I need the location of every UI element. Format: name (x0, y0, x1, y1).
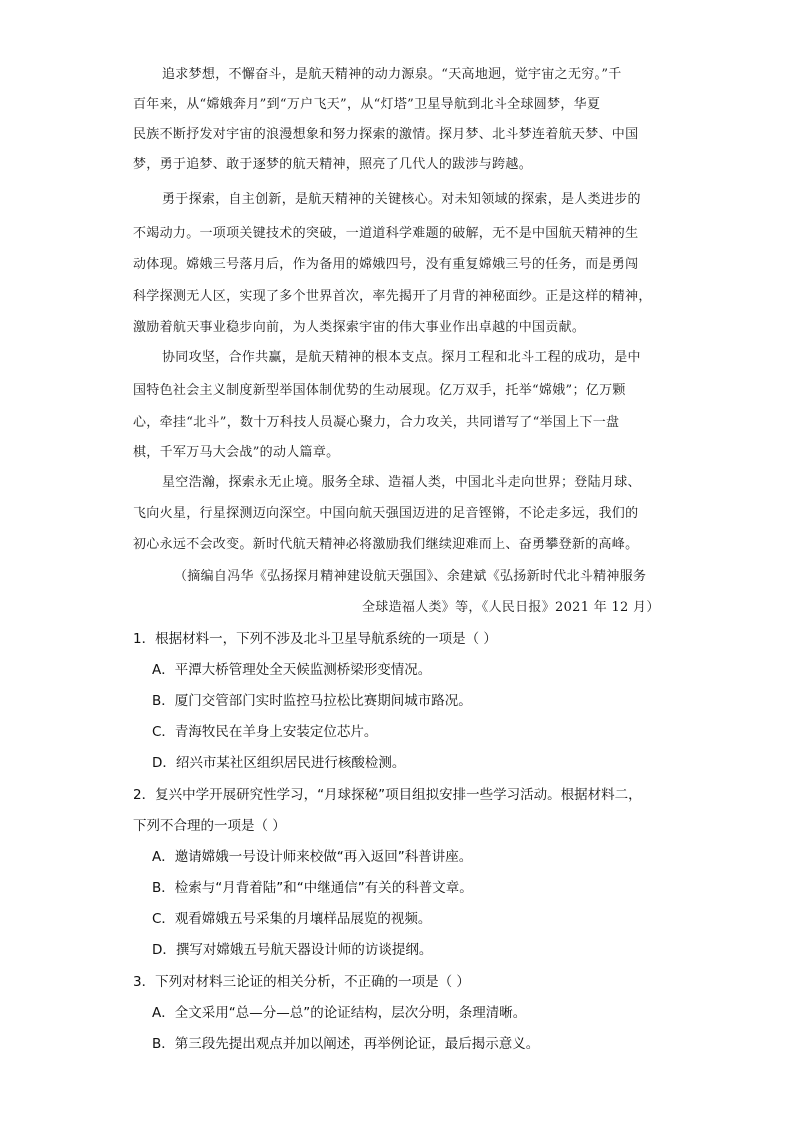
option-d[interactable]: D．绍兴市某社区组织居民进行核酸检测。 (152, 755, 406, 771)
option-d[interactable]: D．撰写对嫦娥五号航天器设计师的访谈提纲。 (152, 942, 433, 958)
passage-line: 飞向火星，行星探测迈向深空。中国向航天强国迈进的足音铿锵，不论走多远，我们的 (133, 506, 639, 521)
passage-line: 协同攻坚，合作共赢，是航天精神的根本支点。探月工程和北斗工程的成功，是中 (162, 350, 641, 365)
question-stem: 下列不合理的一项是（ ） (133, 818, 286, 834)
option-c[interactable]: C．观看嫦娥五号采集的月壤样品展览的视频。 (152, 911, 432, 927)
source-citation: 全球造福人类》等，《人民日报》2021 年 12 月） (362, 600, 660, 615)
source-citation: （摘编自冯华《弘扬探月精神建设航天强国》、余建斌《弘扬新时代北斗精神服务 (174, 569, 647, 584)
passage-line: 不竭动力。一项项关键技术的突破，一道道科学难题的破解，无不是中国航天精神的生 (133, 226, 639, 241)
passage-line: 动体现。嫦娥三号落月后，作为备用的嫦娥四号，没有重复嫦娥三号的任务，而是勇闯 (133, 257, 639, 272)
passage-line: 追求梦想，不懈奋斗，是航天精神的动力源泉。“天高地迥，觉宇宙之无穷。”千 (162, 67, 622, 82)
passage-line: 激励着航天事业稳步向前，为人类探索宇宙的伟大事业作出卓越的中国贡献。 (133, 320, 586, 335)
option-b[interactable]: B．检索与“月背着陆”和“中继通信”有关的科普文章。 (152, 880, 473, 896)
option-c[interactable]: C．青海牧民在羊身上安装定位芯片。 (152, 724, 378, 740)
option-b[interactable]: B．第三段先提出观点并加以阐述，再举例论证，最后揭示意义。 (152, 1036, 540, 1052)
passage-line: 科学探测无人区，实现了多个世界首次，率先揭开了月背的神秘面纱。正是这样的精神， (133, 289, 652, 304)
passage-line: 星空浩瀚，探索永无止境。服务全球、造福人类，中国北斗走向世界；登陆月球、 (162, 475, 641, 490)
question-stem: 2．复兴中学开展研究性学习，“月球探秘”项目组拟安排一些学习活动。根据材料二， (133, 787, 642, 803)
option-b[interactable]: B．厦门交管部门实时监控马拉松比赛期间城市路况。 (152, 693, 472, 709)
passage-line: 国特色社会主义制度新型举国体制优势的生动展现。亿万双手，托举“嫦娥”；亿万颗 (133, 383, 626, 398)
passage-line: 百年来，从“嫦娥奔月”到“万户飞天”，从“灯塔”卫星导航到北斗全球圆梦，华夏 (133, 97, 601, 112)
passage-line: 初心永远不会改变。新时代航天精神必将激励我们继续迎难而上、奋勇攀登新的高峰。 (133, 537, 639, 552)
passage-line: 梦，勇于追梦、敢于逐梦的航天精神，照亮了几代人的跋涉与跨越。 (133, 157, 533, 172)
question-stem: 3．下列对材料三论证的相关分析，不正确的一项是（ ） (133, 974, 470, 990)
passage-line: 心，牵挂“北斗”，数十万科技人员凝心聚力，合力攻关，共同谱写了“举国上下一盘 (133, 415, 620, 430)
passage-line: 棋，千军万马大会战”的动人篇章。 (133, 445, 340, 460)
option-a[interactable]: A．平潭大桥管理处全天候监测桥梁形变情况。 (152, 662, 432, 678)
option-a[interactable]: A．邀请嫦娥一号设计师来校做“再入返回”科普讲座。 (152, 849, 473, 865)
passage-line: 勇于探索，自主创新，是航天精神的关键核心。对未知领域的探索，是人类进步的 (162, 192, 641, 207)
passage-line: 民族不断抒发对宇宙的浪漫想象和努力探索的激情。探月梦、北斗梦连着航天梦、中国 (133, 127, 639, 142)
question-stem: 1．根据材料一，下列不涉及北斗卫星导航系统的一项是（ ） (133, 631, 497, 647)
option-a[interactable]: A．全文采用“总—分—总”的论证结构，层次分明，条理清晰。 (152, 1005, 527, 1021)
